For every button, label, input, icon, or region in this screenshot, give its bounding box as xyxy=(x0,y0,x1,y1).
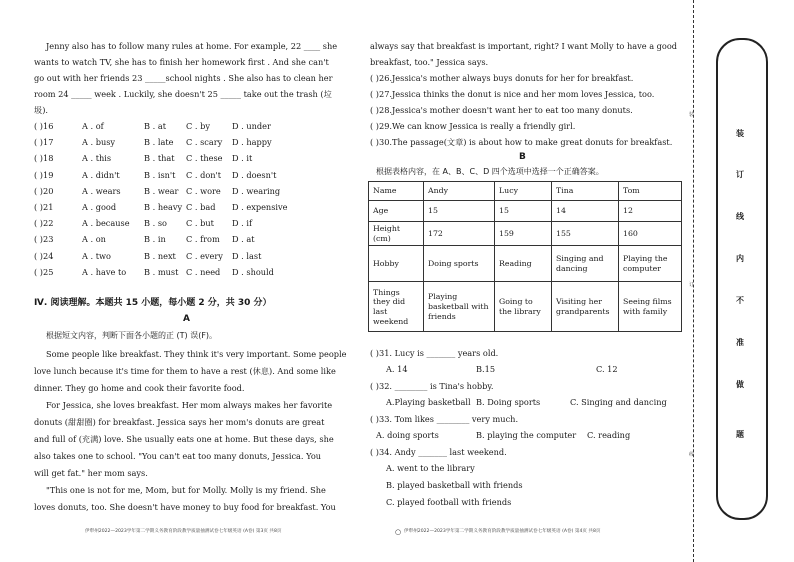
passage-line: For Jessica, she loves breakfast. Her mom always makes her favorite xyxy=(46,400,333,410)
option: C. reading xyxy=(587,430,631,440)
table-cell: Tina xyxy=(552,182,619,201)
option: C. Singing and dancing xyxy=(570,397,667,407)
question-number: ( )20 xyxy=(34,185,54,196)
question-number: ( )23 xyxy=(34,234,54,245)
choice-option: D . at xyxy=(232,234,255,245)
passage-line: breakfast, too." Jessica says. xyxy=(370,57,489,67)
cloze-line: 圾). xyxy=(34,105,48,115)
tf-item: ( )30.The passage(文章) is about how to make great donuts for breakfast. xyxy=(370,137,673,147)
passage-line: dinner. They go home and cook their favorite food. xyxy=(34,383,245,393)
table-cell: Seeing films with family xyxy=(619,282,682,332)
passage-line: donuts (甜甜圈) for breakfast. Jessica says her mom's donuts are great xyxy=(34,417,325,427)
option: B.15 xyxy=(476,364,496,374)
binding-char: 线 xyxy=(736,212,744,221)
choice-option: B . must xyxy=(144,266,179,277)
part-b-label: B xyxy=(519,152,526,162)
option: B. Doing sports xyxy=(476,397,541,407)
choice-option: A . because xyxy=(82,218,130,229)
tf-item: ( )28.Jessica's mother doesn't want her to eat too many donuts. xyxy=(370,105,633,115)
side-mark: 装 xyxy=(689,112,695,118)
choice-option: B . next xyxy=(144,250,176,261)
choice-option: D . last xyxy=(232,250,262,261)
table-cell: 160 xyxy=(619,222,682,246)
table-cell: Andy xyxy=(424,182,495,201)
binding-char: 准 xyxy=(736,338,744,347)
table-cell: Things they did last weekend xyxy=(369,282,424,332)
choice-option: A . two xyxy=(82,250,111,261)
option: B. playing the computer xyxy=(476,430,577,440)
instruction: 根据短文内容，判断下面各小题的正 (T) 误(F)。 xyxy=(46,331,218,340)
choice-option: A . have to xyxy=(82,266,127,277)
info-table xyxy=(368,181,682,332)
table-cell: Lucy xyxy=(495,182,552,201)
table-cell: Reading xyxy=(495,246,552,282)
choice-option: D . doesn't xyxy=(232,169,277,180)
binding-char: 订 xyxy=(736,170,744,179)
question-31: ( )31. Lucy is _______ years old. xyxy=(370,348,499,358)
passage-line: loves donuts, too. She doesn't have money to buy food for breakfast. You xyxy=(34,502,336,512)
binding-char: 题 xyxy=(736,430,744,439)
choice-option: A . of xyxy=(82,121,104,131)
option: A. went to the library xyxy=(386,463,475,473)
passage-line: Some people like breakfast. They think it's very important. Some people xyxy=(46,349,347,359)
center-mark: ○ xyxy=(395,528,402,536)
question-number: ( )16 xyxy=(34,121,54,131)
binding-char: 做 xyxy=(736,380,744,389)
passage-line: always say that breakfast is important, right? I want Molly to have a good xyxy=(370,41,678,51)
choice-option: C . bad xyxy=(186,202,216,212)
table-row xyxy=(369,222,682,246)
choice-option: B . wear xyxy=(144,185,179,196)
side-mark: 线 xyxy=(689,452,695,458)
table-cell: Tom xyxy=(619,182,682,201)
choice-option: C . these xyxy=(186,153,223,164)
table-cell: 14 xyxy=(552,201,619,222)
passage-line: and full of (充满) love. She usually eats one at home. But these days, she xyxy=(34,434,334,444)
table-cell: Age xyxy=(369,201,424,222)
table-cell: Visiting her grandparents xyxy=(552,282,619,332)
choice-option: C . but xyxy=(186,218,214,229)
table-cell: Playing basketball with friends xyxy=(424,282,495,332)
choice-option: A . good xyxy=(82,202,117,212)
option: C. played football with friends xyxy=(386,497,512,507)
question-number: ( )22 xyxy=(34,218,54,229)
choice-option: C . scary xyxy=(186,137,223,148)
choice-option: C . wore xyxy=(186,185,221,196)
table-cell: 159 xyxy=(495,222,552,246)
choice-option: D . wearing xyxy=(232,185,281,196)
table-cell: Going to the library xyxy=(495,282,552,332)
question-33: ( )33. Tom likes ________ very much. xyxy=(370,414,519,424)
choice-option: C . by xyxy=(186,121,210,131)
question-number: ( )25 xyxy=(34,266,54,277)
page-footer: 伊犁州2022—2023学年第二学期义务教育阶段教学质量抽测试卷七年级英语 (A卷) 第4页 共8页 xyxy=(404,529,601,534)
choice-option: C . from xyxy=(186,234,220,245)
question-number: ( )21 xyxy=(34,202,54,212)
binding-char: 内 xyxy=(736,254,744,263)
choice-option: A . wears xyxy=(82,185,121,196)
table-cell: 172 xyxy=(424,222,495,246)
table-cell: 15 xyxy=(424,201,495,222)
choice-option: C . don't xyxy=(186,169,222,180)
table-cell: 155 xyxy=(552,222,619,246)
choice-option: B . at xyxy=(144,121,166,131)
binding-line xyxy=(693,0,694,562)
choice-option: D . it xyxy=(232,153,253,164)
choice-option: C . need xyxy=(186,266,221,277)
choice-option: B . late xyxy=(144,137,174,148)
binding-char: 装 xyxy=(736,129,744,138)
choice-option: D . if xyxy=(232,218,253,229)
choice-option: A . busy xyxy=(82,137,116,148)
choice-option: B . in xyxy=(144,234,166,245)
table-cell: Height (cm) xyxy=(369,222,424,246)
choice-option: D . under xyxy=(232,121,271,131)
binding-box xyxy=(716,38,768,520)
tf-item: ( )26.Jessica's mother always buys donuts for her for breakfast. xyxy=(370,73,634,83)
option: A.Playing basketball xyxy=(386,397,471,407)
page-footer: 伊犁州2022—2023学年第二学期义务教育阶段教学质量抽测试卷七年级英语 (A卷) 第3页 共8页 xyxy=(85,529,282,534)
section-title: Ⅳ. 阅读理解。本题共 15 小题，每小题 2 分，共 30 分） xyxy=(34,298,272,308)
part-a-label: A xyxy=(183,314,190,324)
table-cell: Playing the computer xyxy=(619,246,682,282)
passage-line: "This one is not for me, Mom, but for Molly. Molly is my friend. She xyxy=(46,485,326,495)
table-row xyxy=(369,246,682,282)
choice-option: C . every xyxy=(186,250,223,261)
binding-char: 不 xyxy=(736,296,744,305)
option: A. 14 xyxy=(386,364,408,374)
question-34: ( )34. Andy _______ last weekend. xyxy=(370,447,507,457)
table-cell: 12 xyxy=(619,201,682,222)
table-row xyxy=(369,201,682,222)
tf-item: ( )29.We can know Jessica is really a friendly girl. xyxy=(370,121,576,131)
question-number: ( )17 xyxy=(34,137,54,148)
passage-line: love lunch because it's time for them to have a rest (休息). And some like xyxy=(34,366,336,376)
table-cell: 15 xyxy=(495,201,552,222)
question-number: ( )18 xyxy=(34,153,54,164)
cloze-line: go out with her friends 23 _____school nights . She also has to clean her xyxy=(34,73,333,83)
question-32: ( )32. ________ is Tina's hobby. xyxy=(370,381,494,391)
question-number: ( )24 xyxy=(34,250,54,261)
cloze-line: room 24 _____ week . Luckily, she doesn't 25 _____ take out the trash (垃 xyxy=(34,89,332,99)
table-row xyxy=(369,282,682,332)
option: C. 12 xyxy=(596,364,618,374)
choice-option: A . on xyxy=(82,234,106,245)
choice-option: B . that xyxy=(144,153,175,164)
table-cell: Name xyxy=(369,182,424,201)
choice-option: B . isn't xyxy=(144,169,176,180)
cloze-line: wants to watch TV, she has to finish her homework first . And she can't xyxy=(34,57,329,67)
passage-line: will get fat." her mom says. xyxy=(34,468,148,478)
choice-option: D . should xyxy=(232,266,274,277)
tf-item: ( )27.Jessica thinks the donut is nice and her mom loves Jessica, too. xyxy=(370,89,655,99)
table-header-row xyxy=(369,182,682,201)
table-cell: Doing sports xyxy=(424,246,495,282)
table-cell: Hobby xyxy=(369,246,424,282)
choice-option: D . expensive xyxy=(232,202,288,212)
question-number: ( )19 xyxy=(34,169,54,180)
passage-line: also takes one to school. "You can't eat too many donuts, Jessica. You xyxy=(34,451,322,461)
option: B. played basketball with friends xyxy=(386,480,523,490)
side-mark: 订 xyxy=(689,282,695,288)
choice-option: A . didn't xyxy=(82,169,120,180)
cloze-line: Jenny also has to follow many rules at home. For example, 22 ____ she xyxy=(46,41,338,51)
choice-option: B . heavy xyxy=(144,202,183,212)
instruction: 根据表格内容，在 A、B、C、D 四个选项中选择一个正确答案。 xyxy=(376,167,604,176)
table-cell: Singing and dancing xyxy=(552,246,619,282)
option: A. doing sports xyxy=(376,430,439,440)
choice-option: B . so xyxy=(144,218,167,229)
choice-option: D . happy xyxy=(232,137,272,148)
choice-option: A . this xyxy=(82,153,112,164)
